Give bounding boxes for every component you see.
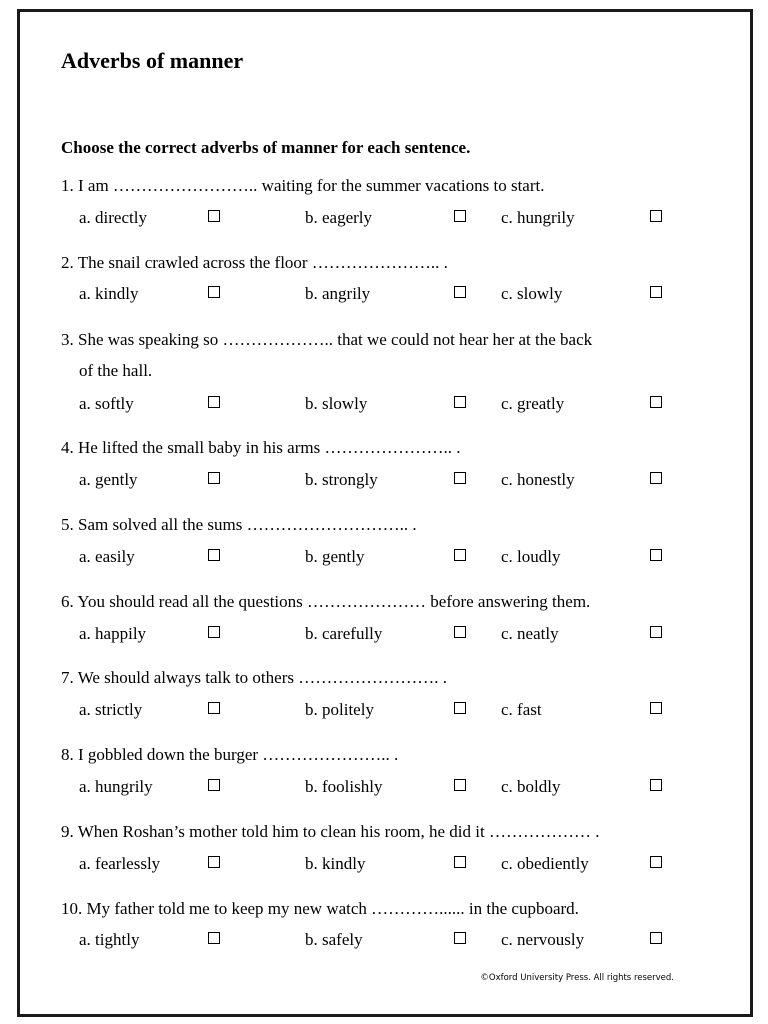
question-2-option-c-label: c. slowly xyxy=(501,284,563,303)
question-7-option-c-label: c. fast xyxy=(501,700,542,719)
question-3-option-c-label: c. greatly xyxy=(501,394,565,413)
question-2-option-a-label: a. kindly xyxy=(79,284,139,303)
question-4-option-a-label: a. gently xyxy=(79,470,138,489)
question-4-option-b-checkbox[interactable] xyxy=(454,472,466,484)
question-10-option-b-label: b. safely xyxy=(305,930,363,949)
question-8-option-c-checkbox[interactable] xyxy=(650,779,662,791)
question-5-option-b-label: b. gently xyxy=(305,547,365,566)
question-4-text: 4. He lifted the small baby in his arms ………………….. . xyxy=(61,438,461,457)
question-4-option-b-label: b. strongly xyxy=(305,470,378,489)
question-3-option-c-checkbox[interactable] xyxy=(650,396,662,408)
question-10-option-a-label: a. tightly xyxy=(79,930,140,949)
question-9-option-b-label: b. kindly xyxy=(305,854,366,873)
question-1-option-a-checkbox[interactable] xyxy=(208,210,220,222)
question-10-option-c-checkbox[interactable] xyxy=(650,932,662,944)
question-5-option-c-checkbox[interactable] xyxy=(650,549,662,561)
question-6-option-c-checkbox[interactable] xyxy=(650,626,662,638)
question-1-option-b-label: b. eagerly xyxy=(305,208,373,227)
question-7-option-b-label: b. politely xyxy=(305,700,374,719)
question-3-option-b-label: b. slowly xyxy=(305,394,368,413)
question-4-option-c-label: c. honestly xyxy=(501,470,575,489)
question-3-text: 3. She was speaking so ……………….. that we could not hear her at the back xyxy=(61,330,593,349)
question-8-option-a-checkbox[interactable] xyxy=(208,779,220,791)
question-3-option-b-checkbox[interactable] xyxy=(454,396,466,408)
question-8-option-b-checkbox[interactable] xyxy=(454,779,466,791)
question-1-option-b-checkbox[interactable] xyxy=(454,210,466,222)
question-6-option-a-label: a. happily xyxy=(79,624,147,643)
question-2-option-a-checkbox[interactable] xyxy=(208,286,220,298)
question-1-text: 1. I am …………………….. waiting for the summer vacations to start. xyxy=(61,176,545,195)
question-5-text: 5. Sam solved all the sums ……………………….. . xyxy=(61,515,417,534)
question-9-option-b-checkbox[interactable] xyxy=(454,856,466,868)
question-2-option-b-checkbox[interactable] xyxy=(454,286,466,298)
worksheet-title: Adverbs of manner xyxy=(61,48,244,73)
question-8-option-c-label: c. boldly xyxy=(501,777,561,796)
question-6-option-c-label: c. neatly xyxy=(501,624,559,643)
question-9-option-c-checkbox[interactable] xyxy=(650,856,662,868)
question-2-option-c-checkbox[interactable] xyxy=(650,286,662,298)
question-3-option-a-checkbox[interactable] xyxy=(208,396,220,408)
question-9-option-a-checkbox[interactable] xyxy=(208,856,220,868)
question-8-text: 8. I gobbled down the burger ………………….. . xyxy=(61,745,399,764)
question-7-option-a-checkbox[interactable] xyxy=(208,702,220,714)
question-7-text: 7. We should always talk to others ……………………. . xyxy=(61,668,447,687)
question-7-option-b-checkbox[interactable] xyxy=(454,702,466,714)
question-4-option-c-checkbox[interactable] xyxy=(650,472,662,484)
question-6-text: 6. You should read all the questions ………………… before answering them. xyxy=(61,592,591,611)
question-7-option-a-label: a. strictly xyxy=(79,700,143,719)
question-1-option-a-label: a. directly xyxy=(79,208,147,227)
question-6-option-a-checkbox[interactable] xyxy=(208,626,220,638)
question-5-option-b-checkbox[interactable] xyxy=(454,549,466,561)
question-8-option-b-label: b. foolishly xyxy=(305,777,383,796)
question-7-option-c-checkbox[interactable] xyxy=(650,702,662,714)
question-3-text-continuation: of the hall. xyxy=(79,361,153,380)
question-4-option-a-checkbox[interactable] xyxy=(208,472,220,484)
question-1-option-c-checkbox[interactable] xyxy=(650,210,662,222)
question-6-option-b-checkbox[interactable] xyxy=(454,626,466,638)
question-9-option-c-label: c. obediently xyxy=(501,854,589,873)
question-5-option-c-label: c. loudly xyxy=(501,547,561,566)
question-3-option-a-label: a. softly xyxy=(79,394,134,413)
question-5-option-a-checkbox[interactable] xyxy=(208,549,220,561)
question-10-option-c-label: c. nervously xyxy=(501,930,585,949)
question-10-text: 10. My father told me to keep my new watch …………...... in the cupboard. xyxy=(61,899,579,918)
question-2-text: 2. The snail crawled across the floor ………………….. . xyxy=(61,253,448,272)
question-2-option-b-label: b. angrily xyxy=(305,284,371,303)
question-9-text: 9. When Roshan’s mother told him to clean his room, he did it ……………… . xyxy=(61,822,600,841)
question-10-option-a-checkbox[interactable] xyxy=(208,932,220,944)
question-6-option-b-label: b. carefully xyxy=(305,624,383,643)
question-1-option-c-label: c. hungrily xyxy=(501,208,575,227)
question-8-option-a-label: a. hungrily xyxy=(79,777,153,796)
question-10-option-b-checkbox[interactable] xyxy=(454,932,466,944)
copyright-footer: ©Oxford University Press. All rights reserved. xyxy=(480,973,674,983)
worksheet-instruction: Choose the correct adverbs of manner for each sentence. xyxy=(61,138,471,157)
question-5-option-a-label: a. easily xyxy=(79,547,135,566)
question-9-option-a-label: a. fearlessly xyxy=(79,854,161,873)
